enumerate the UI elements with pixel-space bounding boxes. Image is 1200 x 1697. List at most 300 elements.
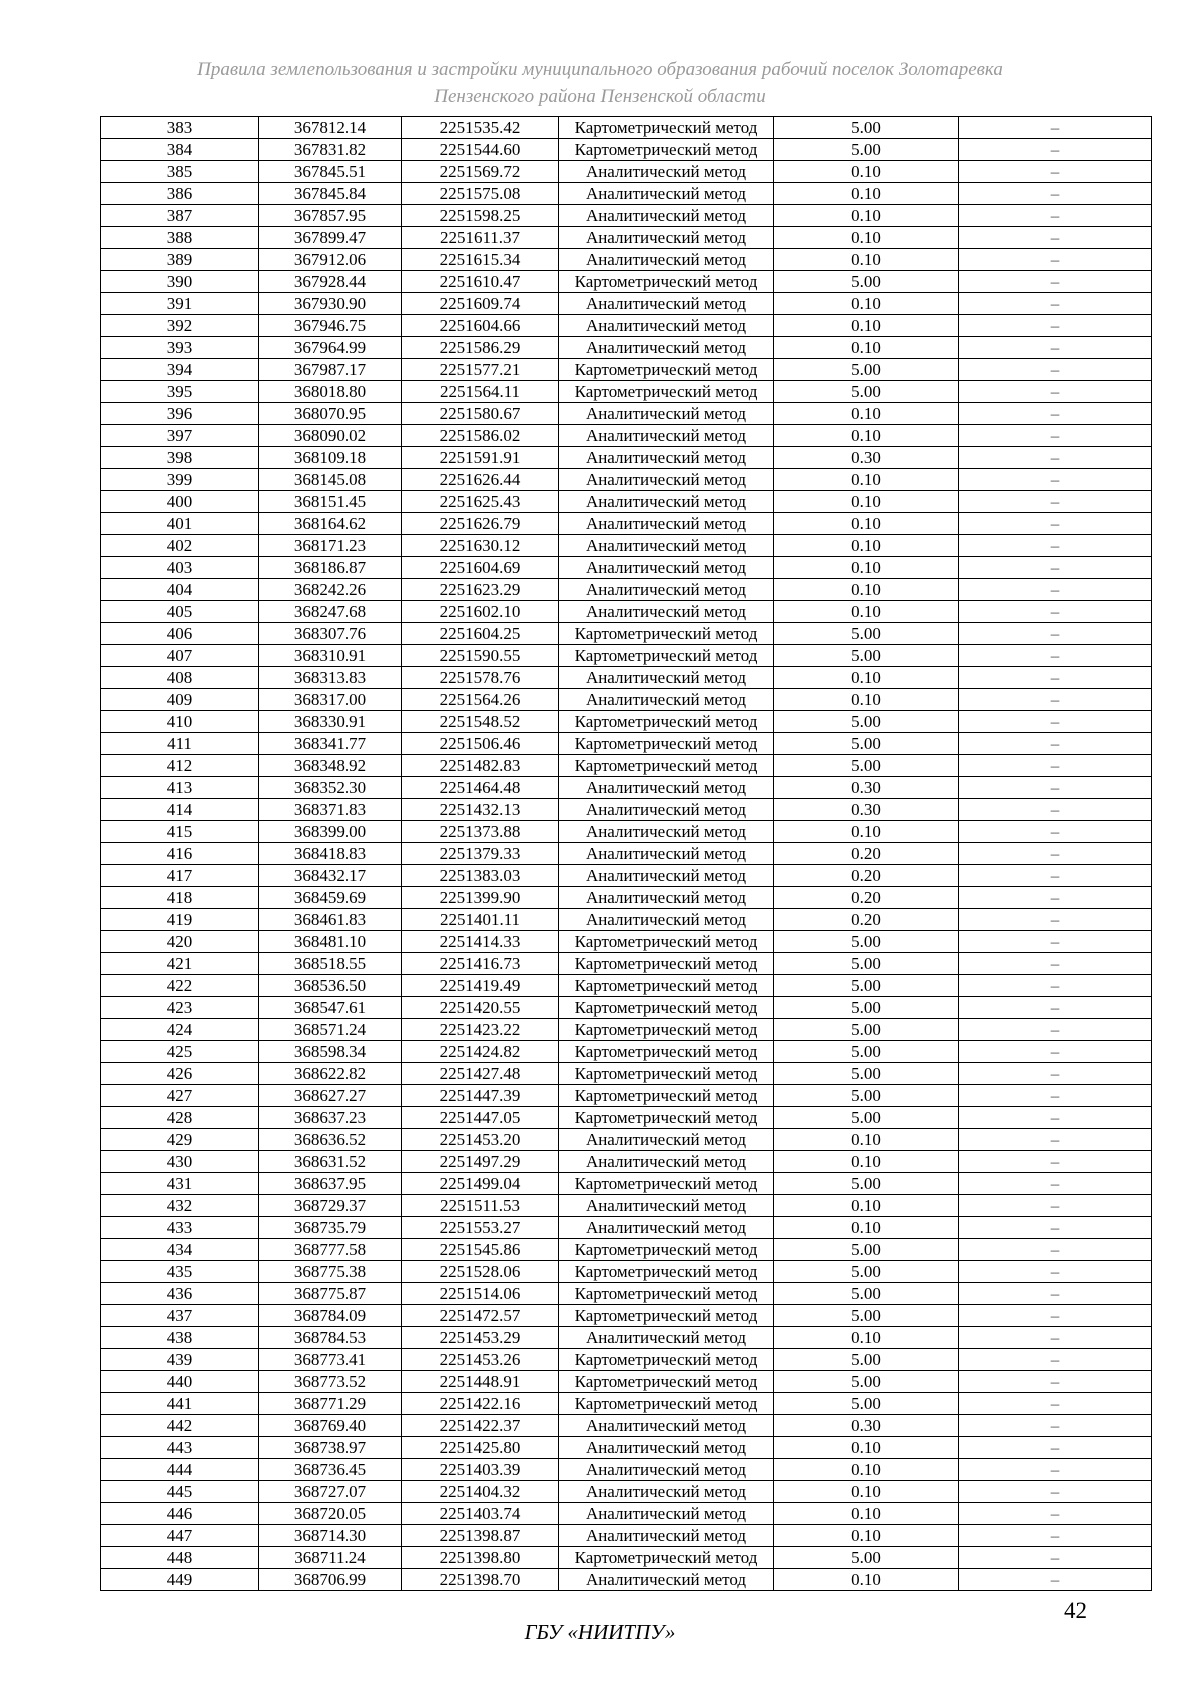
table-row <box>101 1327 1152 1349</box>
note-cell: – <box>959 1239 1152 1261</box>
point-number-cell: 390 <box>101 271 259 293</box>
y-coordinate-cell: 2251404.32 <box>402 1481 559 1503</box>
table-row <box>101 777 1152 799</box>
point-number-cell: 395 <box>101 381 259 403</box>
point-number-cell: 418 <box>101 887 259 909</box>
note-cell: – <box>959 1481 1152 1503</box>
x-coordinate-cell: 368736.45 <box>259 1459 402 1481</box>
x-coordinate-cell: 367912.06 <box>259 249 402 271</box>
y-coordinate-cell: 2251497.29 <box>402 1151 559 1173</box>
x-coordinate-cell: 368310.91 <box>259 645 402 667</box>
accuracy-cell: 5.00 <box>774 359 959 381</box>
note-cell: – <box>959 491 1152 513</box>
table-row <box>101 799 1152 821</box>
note-cell: – <box>959 447 1152 469</box>
accuracy-cell: 5.00 <box>774 139 959 161</box>
accuracy-cell: 0.10 <box>774 667 959 689</box>
x-coordinate-cell: 368481.10 <box>259 931 402 953</box>
accuracy-cell: 0.10 <box>774 425 959 447</box>
table-row <box>101 865 1152 887</box>
table-row <box>101 1107 1152 1129</box>
note-cell: – <box>959 689 1152 711</box>
accuracy-cell: 0.10 <box>774 1129 959 1151</box>
method-cell: Картометрический метод <box>559 1305 774 1327</box>
x-coordinate-cell: 368775.38 <box>259 1261 402 1283</box>
table-row <box>101 1371 1152 1393</box>
note-cell: – <box>959 1195 1152 1217</box>
note-cell: – <box>959 381 1152 403</box>
table-row <box>101 821 1152 843</box>
x-coordinate-cell: 368352.30 <box>259 777 402 799</box>
point-number-cell: 446 <box>101 1503 259 1525</box>
y-coordinate-cell: 2251401.11 <box>402 909 559 931</box>
x-coordinate-cell: 367845.51 <box>259 161 402 183</box>
accuracy-cell: 0.10 <box>774 1481 959 1503</box>
point-number-cell: 436 <box>101 1283 259 1305</box>
y-coordinate-cell: 2251544.60 <box>402 139 559 161</box>
table-row <box>101 931 1152 953</box>
note-cell: – <box>959 1151 1152 1173</box>
point-number-cell: 419 <box>101 909 259 931</box>
accuracy-cell: 5.00 <box>774 1107 959 1129</box>
x-coordinate-cell: 367899.47 <box>259 227 402 249</box>
accuracy-cell: 5.00 <box>774 1393 959 1415</box>
x-coordinate-cell: 368720.05 <box>259 1503 402 1525</box>
method-cell: Аналитический метод <box>559 1195 774 1217</box>
note-cell: – <box>959 1173 1152 1195</box>
table-row <box>101 1217 1152 1239</box>
method-cell: Картометрический метод <box>559 271 774 293</box>
note-cell: – <box>959 777 1152 799</box>
x-coordinate-cell: 368018.80 <box>259 381 402 403</box>
point-number-cell: 448 <box>101 1547 259 1569</box>
method-cell: Аналитический метод <box>559 1459 774 1481</box>
note-cell: – <box>959 1349 1152 1371</box>
accuracy-cell: 0.10 <box>774 513 959 535</box>
point-number-cell: 423 <box>101 997 259 1019</box>
accuracy-cell: 0.10 <box>774 491 959 513</box>
y-coordinate-cell: 2251432.13 <box>402 799 559 821</box>
x-coordinate-cell: 368109.18 <box>259 447 402 469</box>
method-cell: Картометрический метод <box>559 1283 774 1305</box>
table-row <box>101 1195 1152 1217</box>
table-row <box>101 117 1152 139</box>
table-row <box>101 447 1152 469</box>
accuracy-cell: 5.00 <box>774 733 959 755</box>
point-number-cell: 439 <box>101 1349 259 1371</box>
accuracy-cell: 0.10 <box>774 249 959 271</box>
table-row <box>101 513 1152 535</box>
x-coordinate-cell: 368784.09 <box>259 1305 402 1327</box>
y-coordinate-cell: 2251625.43 <box>402 491 559 513</box>
x-coordinate-cell: 368536.50 <box>259 975 402 997</box>
accuracy-cell: 5.00 <box>774 1305 959 1327</box>
note-cell: – <box>959 601 1152 623</box>
table-row <box>101 623 1152 645</box>
x-coordinate-cell: 368711.24 <box>259 1547 402 1569</box>
x-coordinate-cell: 367831.82 <box>259 139 402 161</box>
method-cell: Аналитический метод <box>559 887 774 909</box>
method-cell: Аналитический метод <box>559 491 774 513</box>
point-number-cell: 415 <box>101 821 259 843</box>
table-row <box>101 183 1152 205</box>
method-cell: Картометрический метод <box>559 1547 774 1569</box>
accuracy-cell: 0.10 <box>774 1569 959 1591</box>
table-row <box>101 1173 1152 1195</box>
x-coordinate-cell: 368348.92 <box>259 755 402 777</box>
point-number-cell: 413 <box>101 777 259 799</box>
accuracy-cell: 0.10 <box>774 689 959 711</box>
x-coordinate-cell: 367964.99 <box>259 337 402 359</box>
table-row <box>101 1041 1152 1063</box>
x-coordinate-cell: 368070.95 <box>259 403 402 425</box>
point-number-cell: 442 <box>101 1415 259 1437</box>
x-coordinate-cell: 368330.91 <box>259 711 402 733</box>
method-cell: Картометрический метод <box>559 1349 774 1371</box>
accuracy-cell: 0.10 <box>774 403 959 425</box>
accuracy-cell: 5.00 <box>774 1173 959 1195</box>
note-cell: – <box>959 513 1152 535</box>
note-cell: – <box>959 1261 1152 1283</box>
point-number-cell: 428 <box>101 1107 259 1129</box>
point-number-cell: 401 <box>101 513 259 535</box>
x-coordinate-cell: 368727.07 <box>259 1481 402 1503</box>
point-number-cell: 426 <box>101 1063 259 1085</box>
note-cell: – <box>959 469 1152 491</box>
point-number-cell: 386 <box>101 183 259 205</box>
table-row <box>101 843 1152 865</box>
accuracy-cell: 5.00 <box>774 1041 959 1063</box>
y-coordinate-cell: 2251626.79 <box>402 513 559 535</box>
table-row <box>101 1547 1152 1569</box>
note-cell: – <box>959 623 1152 645</box>
method-cell: Картометрический метод <box>559 1085 774 1107</box>
point-number-cell: 402 <box>101 535 259 557</box>
method-cell: Картометрический метод <box>559 755 774 777</box>
y-coordinate-cell: 2251528.06 <box>402 1261 559 1283</box>
point-number-cell: 420 <box>101 931 259 953</box>
table-row <box>101 557 1152 579</box>
point-number-cell: 432 <box>101 1195 259 1217</box>
y-coordinate-cell: 2251604.66 <box>402 315 559 337</box>
x-coordinate-cell: 368769.40 <box>259 1415 402 1437</box>
y-coordinate-cell: 2251416.73 <box>402 953 559 975</box>
table-row <box>101 1019 1152 1041</box>
accuracy-cell: 5.00 <box>774 1063 959 1085</box>
method-cell: Аналитический метод <box>559 799 774 821</box>
running-header <box>0 56 1200 110</box>
point-number-cell: 399 <box>101 469 259 491</box>
accuracy-cell: 5.00 <box>774 1547 959 1569</box>
point-number-cell: 431 <box>101 1173 259 1195</box>
method-cell: Аналитический метод <box>559 865 774 887</box>
y-coordinate-cell: 2251591.91 <box>402 447 559 469</box>
note-cell: – <box>959 755 1152 777</box>
y-coordinate-cell: 2251403.74 <box>402 1503 559 1525</box>
x-coordinate-cell: 368637.95 <box>259 1173 402 1195</box>
table-row <box>101 1085 1152 1107</box>
note-cell: – <box>959 557 1152 579</box>
x-coordinate-cell: 368371.83 <box>259 799 402 821</box>
table-row <box>101 953 1152 975</box>
y-coordinate-cell: 2251615.34 <box>402 249 559 271</box>
table-row <box>101 645 1152 667</box>
table-row <box>101 337 1152 359</box>
note-cell: – <box>959 843 1152 865</box>
y-coordinate-cell: 2251590.55 <box>402 645 559 667</box>
point-number-cell: 422 <box>101 975 259 997</box>
y-coordinate-cell: 2251453.20 <box>402 1129 559 1151</box>
x-coordinate-cell: 367928.44 <box>259 271 402 293</box>
accuracy-cell: 0.20 <box>774 887 959 909</box>
x-coordinate-cell: 367930.90 <box>259 293 402 315</box>
method-cell: Аналитический метод <box>559 821 774 843</box>
method-cell: Аналитический метод <box>559 183 774 205</box>
point-number-cell: 433 <box>101 1217 259 1239</box>
x-coordinate-cell: 368773.52 <box>259 1371 402 1393</box>
table-row <box>101 381 1152 403</box>
accuracy-cell: 0.10 <box>774 535 959 557</box>
x-coordinate-cell: 368637.23 <box>259 1107 402 1129</box>
y-coordinate-cell: 2251398.70 <box>402 1569 559 1591</box>
note-cell: – <box>959 821 1152 843</box>
y-coordinate-cell: 2251383.03 <box>402 865 559 887</box>
y-coordinate-cell: 2251604.25 <box>402 623 559 645</box>
x-coordinate-cell: 368418.83 <box>259 843 402 865</box>
point-number-cell: 430 <box>101 1151 259 1173</box>
y-coordinate-cell: 2251553.27 <box>402 1217 559 1239</box>
note-cell: – <box>959 1437 1152 1459</box>
y-coordinate-cell: 2251424.82 <box>402 1041 559 1063</box>
accuracy-cell: 0.10 <box>774 315 959 337</box>
table-row <box>101 315 1152 337</box>
table-row <box>101 755 1152 777</box>
method-cell: Аналитический метод <box>559 535 774 557</box>
method-cell: Аналитический метод <box>559 1217 774 1239</box>
y-coordinate-cell: 2251578.76 <box>402 667 559 689</box>
x-coordinate-cell: 368598.34 <box>259 1041 402 1063</box>
point-number-cell: 384 <box>101 139 259 161</box>
method-cell: Аналитический метод <box>559 1151 774 1173</box>
y-coordinate-cell: 2251464.48 <box>402 777 559 799</box>
table-row <box>101 997 1152 1019</box>
point-number-cell: 394 <box>101 359 259 381</box>
note-cell: – <box>959 645 1152 667</box>
accuracy-cell: 0.10 <box>774 1525 959 1547</box>
header-line-2: Пензенского района Пензенской области <box>434 86 766 107</box>
note-cell: – <box>959 161 1152 183</box>
table-row <box>101 1283 1152 1305</box>
y-coordinate-cell: 2251609.74 <box>402 293 559 315</box>
method-cell: Картометрический метод <box>559 733 774 755</box>
accuracy-cell: 0.10 <box>774 821 959 843</box>
method-cell: Картометрический метод <box>559 931 774 953</box>
table-row <box>101 535 1152 557</box>
y-coordinate-cell: 2251399.90 <box>402 887 559 909</box>
x-coordinate-cell: 368090.02 <box>259 425 402 447</box>
table-row <box>101 1393 1152 1415</box>
note-cell: – <box>959 1063 1152 1085</box>
point-number-cell: 440 <box>101 1371 259 1393</box>
note-cell: – <box>959 1283 1152 1305</box>
point-number-cell: 389 <box>101 249 259 271</box>
accuracy-cell: 0.30 <box>774 1415 959 1437</box>
table-row <box>101 227 1152 249</box>
accuracy-cell: 5.00 <box>774 1283 959 1305</box>
method-cell: Картометрический метод <box>559 1107 774 1129</box>
note-cell: – <box>959 425 1152 447</box>
accuracy-cell: 5.00 <box>774 755 959 777</box>
y-coordinate-cell: 2251611.37 <box>402 227 559 249</box>
point-number-cell: 434 <box>101 1239 259 1261</box>
table-row <box>101 1349 1152 1371</box>
method-cell: Аналитический метод <box>559 469 774 491</box>
x-coordinate-cell: 368145.08 <box>259 469 402 491</box>
method-cell: Картометрический метод <box>559 1371 774 1393</box>
accuracy-cell: 0.10 <box>774 293 959 315</box>
y-coordinate-cell: 2251427.48 <box>402 1063 559 1085</box>
y-coordinate-cell: 2251598.25 <box>402 205 559 227</box>
method-cell: Аналитический метод <box>559 425 774 447</box>
point-number-cell: 445 <box>101 1481 259 1503</box>
table-row <box>101 975 1152 997</box>
method-cell: Картометрический метод <box>559 1063 774 1085</box>
method-cell: Аналитический метод <box>559 1503 774 1525</box>
method-cell: Аналитический метод <box>559 1481 774 1503</box>
x-coordinate-cell: 367812.14 <box>259 117 402 139</box>
point-number-cell: 398 <box>101 447 259 469</box>
table-row <box>101 711 1152 733</box>
table-row <box>101 1063 1152 1085</box>
accuracy-cell: 5.00 <box>774 1019 959 1041</box>
y-coordinate-cell: 2251453.29 <box>402 1327 559 1349</box>
x-coordinate-cell: 367845.84 <box>259 183 402 205</box>
y-coordinate-cell: 2251398.80 <box>402 1547 559 1569</box>
note-cell: – <box>959 1019 1152 1041</box>
x-coordinate-cell: 368571.24 <box>259 1019 402 1041</box>
method-cell: Аналитический метод <box>559 909 774 931</box>
note-cell: – <box>959 1525 1152 1547</box>
method-cell: Картометрический метод <box>559 1173 774 1195</box>
method-cell: Аналитический метод <box>559 667 774 689</box>
point-number-cell: 396 <box>101 403 259 425</box>
y-coordinate-cell: 2251398.87 <box>402 1525 559 1547</box>
table-row <box>101 205 1152 227</box>
point-number-cell: 406 <box>101 623 259 645</box>
method-cell: Картометрический метод <box>559 975 774 997</box>
accuracy-cell: 5.00 <box>774 975 959 997</box>
note-cell: – <box>959 931 1152 953</box>
accuracy-cell: 0.30 <box>774 799 959 821</box>
note-cell: – <box>959 1569 1152 1591</box>
x-coordinate-cell: 368186.87 <box>259 557 402 579</box>
method-cell: Аналитический метод <box>559 1437 774 1459</box>
point-number-cell: 443 <box>101 1437 259 1459</box>
x-coordinate-cell: 368735.79 <box>259 1217 402 1239</box>
y-coordinate-cell: 2251564.26 <box>402 689 559 711</box>
point-number-cell: 444 <box>101 1459 259 1481</box>
note-cell: – <box>959 1217 1152 1239</box>
method-cell: Аналитический метод <box>559 557 774 579</box>
table-row <box>101 161 1152 183</box>
footer-organization: ГБУ «НИИТПУ» <box>524 1620 676 1644</box>
point-number-cell: 403 <box>101 557 259 579</box>
accuracy-cell: 0.10 <box>774 1217 959 1239</box>
table-row <box>101 733 1152 755</box>
table-row <box>101 293 1152 315</box>
table-row <box>101 887 1152 909</box>
accuracy-cell: 0.20 <box>774 865 959 887</box>
y-coordinate-cell: 2251511.53 <box>402 1195 559 1217</box>
point-number-cell: 392 <box>101 315 259 337</box>
y-coordinate-cell: 2251580.67 <box>402 403 559 425</box>
accuracy-cell: 5.00 <box>774 1239 959 1261</box>
accuracy-cell: 5.00 <box>774 997 959 1019</box>
accuracy-cell: 0.30 <box>774 777 959 799</box>
table-row <box>101 249 1152 271</box>
table-row <box>101 1459 1152 1481</box>
note-cell: – <box>959 1085 1152 1107</box>
method-cell: Картометрический метод <box>559 997 774 1019</box>
y-coordinate-cell: 2251448.91 <box>402 1371 559 1393</box>
note-cell: – <box>959 1503 1152 1525</box>
coordinates-table <box>100 116 1152 1591</box>
point-number-cell: 417 <box>101 865 259 887</box>
accuracy-cell: 0.10 <box>774 1327 959 1349</box>
y-coordinate-cell: 2251586.29 <box>402 337 559 359</box>
note-cell: – <box>959 1393 1152 1415</box>
accuracy-cell: 0.10 <box>774 469 959 491</box>
x-coordinate-cell: 368738.97 <box>259 1437 402 1459</box>
method-cell: Аналитический метод <box>559 403 774 425</box>
method-cell: Аналитический метод <box>559 579 774 601</box>
y-coordinate-cell: 2251602.10 <box>402 601 559 623</box>
y-coordinate-cell: 2251506.46 <box>402 733 559 755</box>
method-cell: Аналитический метод <box>559 447 774 469</box>
accuracy-cell: 0.30 <box>774 447 959 469</box>
y-coordinate-cell: 2251403.39 <box>402 1459 559 1481</box>
table-row <box>101 359 1152 381</box>
note-cell: – <box>959 293 1152 315</box>
table-row <box>101 425 1152 447</box>
note-cell: – <box>959 139 1152 161</box>
y-coordinate-cell: 2251414.33 <box>402 931 559 953</box>
point-number-cell: 441 <box>101 1393 259 1415</box>
method-cell: Аналитический метод <box>559 777 774 799</box>
accuracy-cell: 0.10 <box>774 227 959 249</box>
note-cell: – <box>959 1129 1152 1151</box>
point-number-cell: 410 <box>101 711 259 733</box>
x-coordinate-cell: 368631.52 <box>259 1151 402 1173</box>
method-cell: Картометрический метод <box>559 139 774 161</box>
x-coordinate-cell: 368547.61 <box>259 997 402 1019</box>
coordinates-table-body <box>101 117 1152 1591</box>
note-cell: – <box>959 1305 1152 1327</box>
note-cell: – <box>959 579 1152 601</box>
table-row <box>101 1129 1152 1151</box>
y-coordinate-cell: 2251575.08 <box>402 183 559 205</box>
accuracy-cell: 5.00 <box>774 381 959 403</box>
accuracy-cell: 5.00 <box>774 1371 959 1393</box>
method-cell: Аналитический метод <box>559 601 774 623</box>
x-coordinate-cell: 368317.00 <box>259 689 402 711</box>
table-row <box>101 1525 1152 1547</box>
x-coordinate-cell: 368771.29 <box>259 1393 402 1415</box>
point-number-cell: 411 <box>101 733 259 755</box>
note-cell: – <box>959 249 1152 271</box>
accuracy-cell: 5.00 <box>774 953 959 975</box>
y-coordinate-cell: 2251373.88 <box>402 821 559 843</box>
